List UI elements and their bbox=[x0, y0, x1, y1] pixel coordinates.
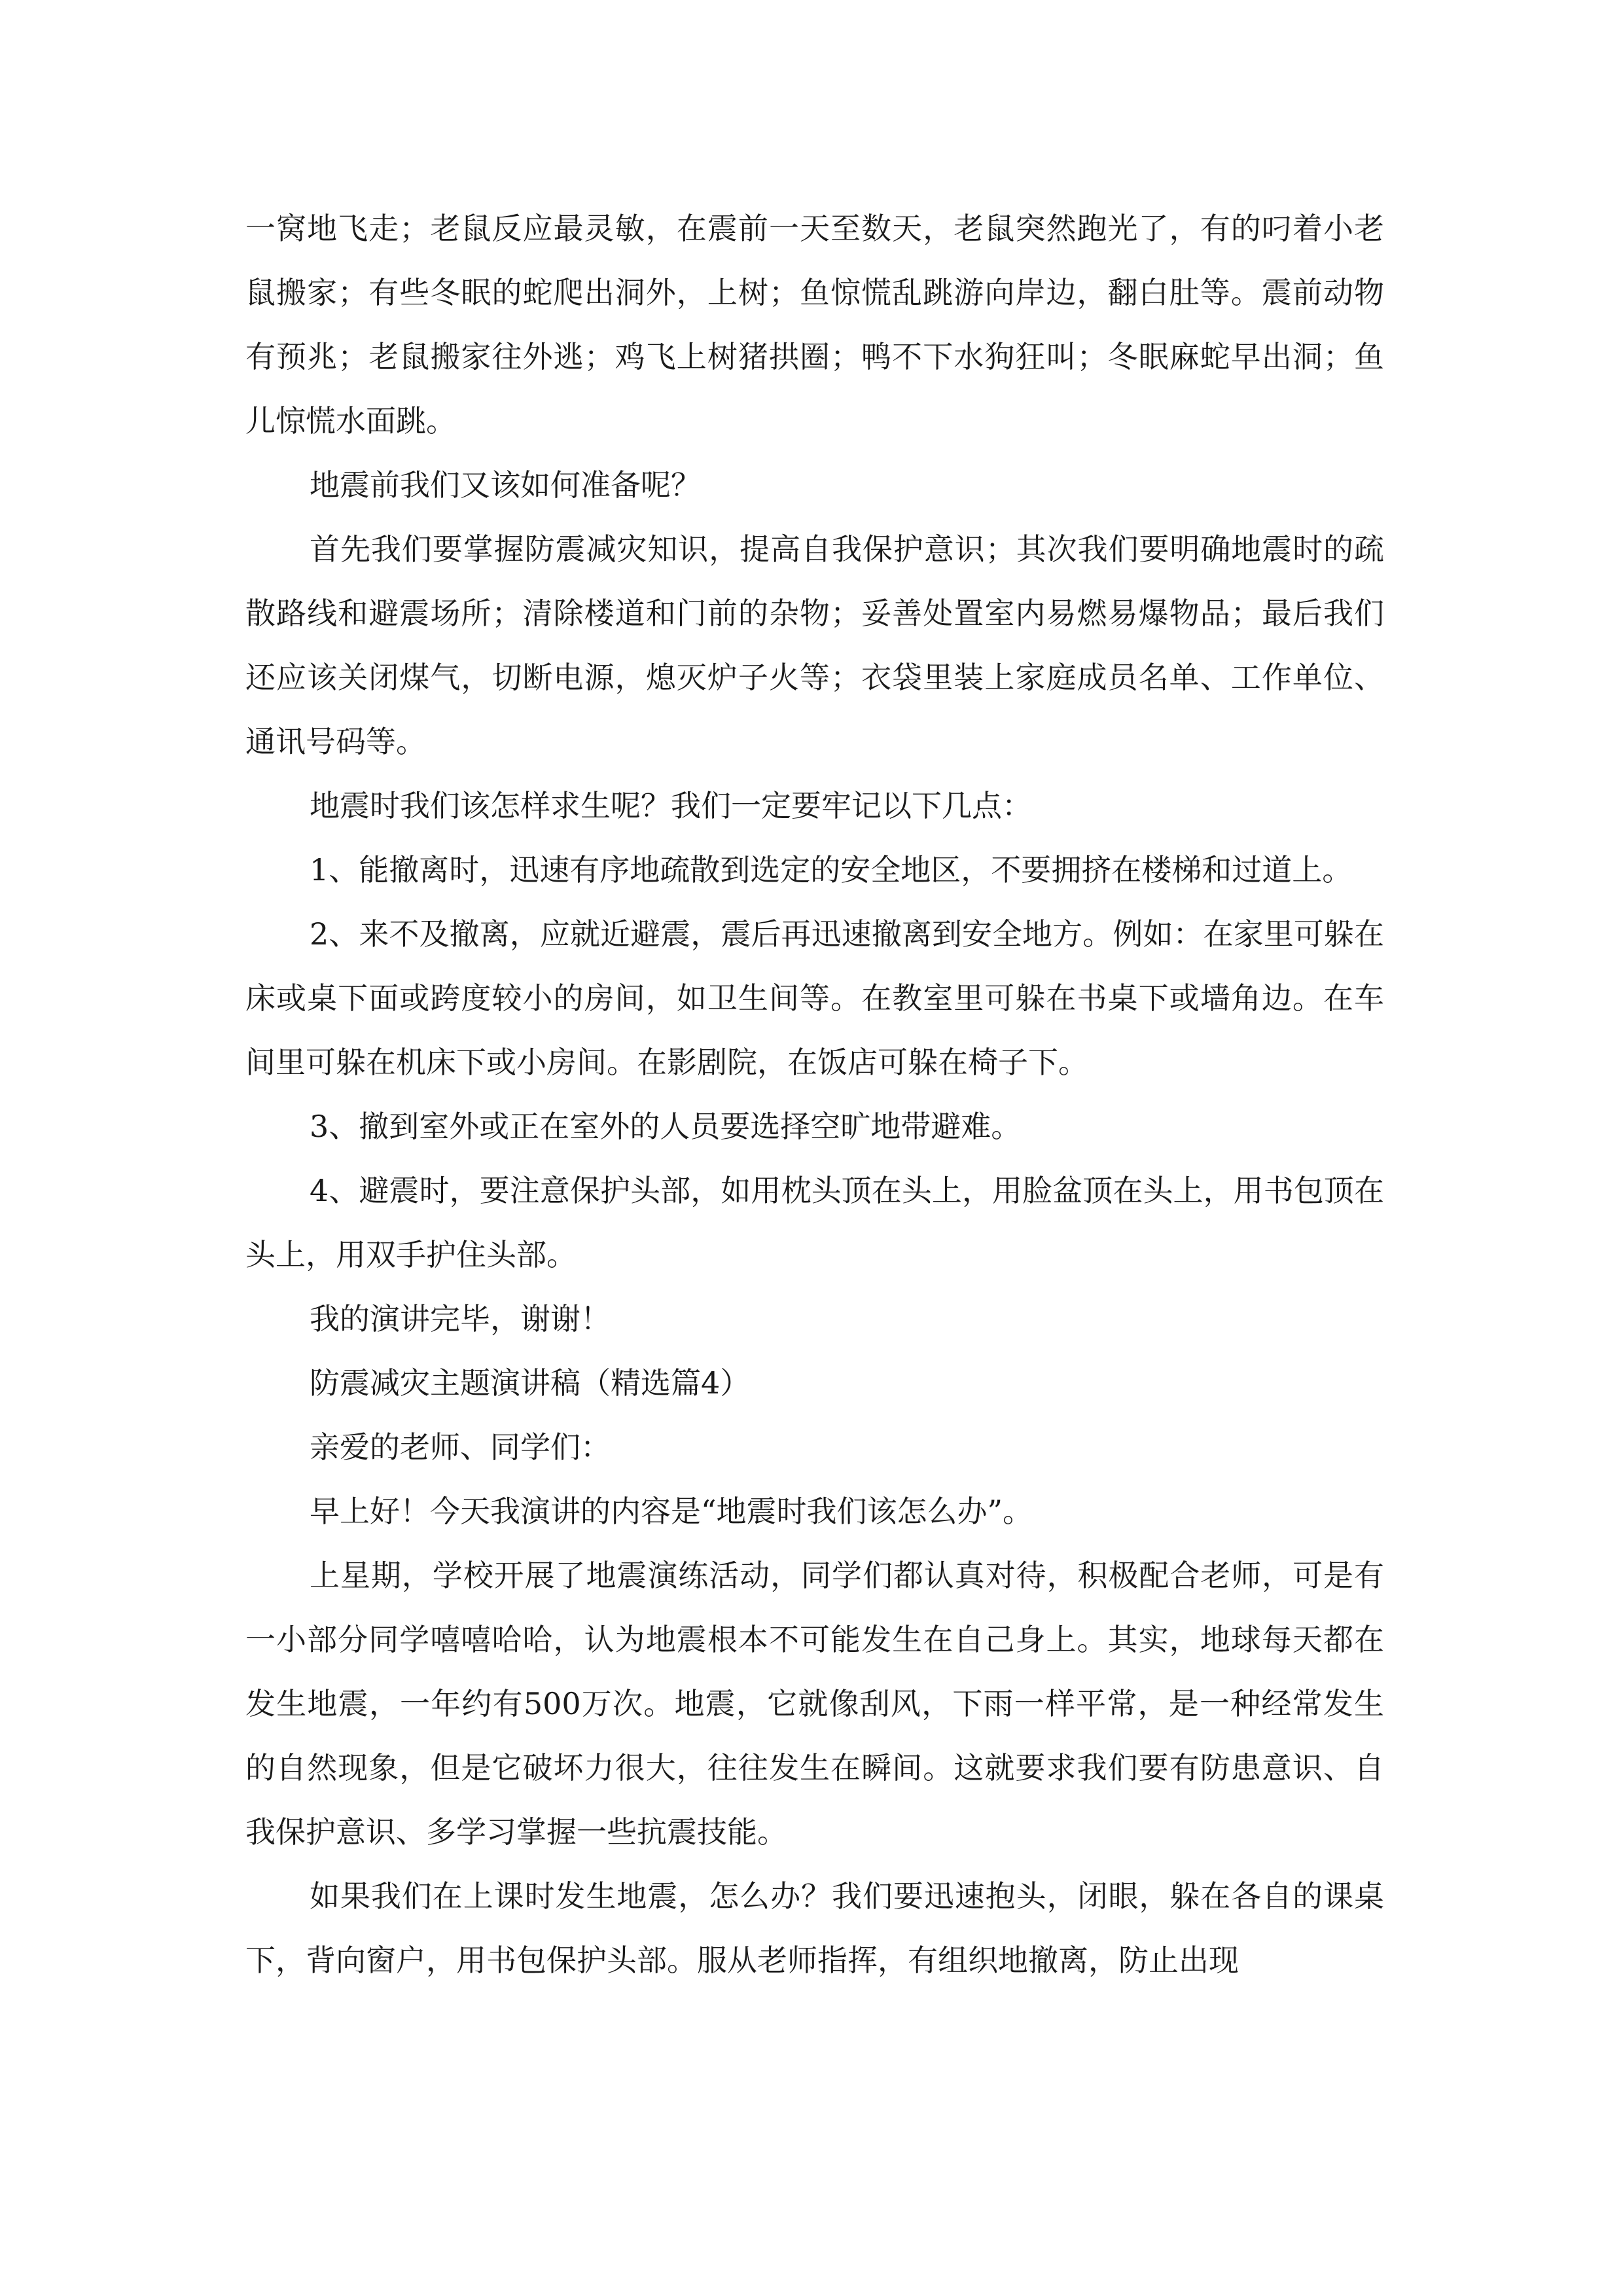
paragraph-13: 上星期，学校开展了地震演练活动，同学们都认真对待，积极配合老师，可是有一小部分同学嘻嘻哈哈，认为地震根本不可能发生在自己身上。其实，地球每天都在发生地震，一年约有500万次。地震，它就像刮风，下雨一样平常，是一种经常发生的自然现象，但是它破坏力很大，往往发生在瞬间。这就要求我们要有防患意识、自我保护意识、多学习掌握一些抗震技能。 bbox=[245, 1558, 1384, 1850]
paragraph-8: 4、避震时，要注意保护头部，如用枕头顶在头上，用脸盆顶在头上，用书包顶在头上，用双手护住头部。 bbox=[245, 1173, 1384, 1272]
paragraph-6: 2、来不及撤离，应就近避震，震后再迅速撤离到安全地方。例如：在家里可躲在床或桌下面或跨度较小的房间，如卫生间等。在教室里可躲在书桌下或墙角边。在车间里可躲在机床下或小房间。在影剧院，在饭店可躲在椅子下。 bbox=[245, 916, 1384, 1080]
section-heading: 防震减灾主题演讲稿（精选篇4） bbox=[310, 1365, 751, 1401]
paragraph-1: 一窝地飞走；老鼠反应最灵敏，在震前一天至数天，老鼠突然跑光了，有的叼着小老鼠搬家；有些冬眠的蛇爬出洞外，上树；鱼惊慌乱跳游向岸边，翻白肚等。震前动物有预兆；老鼠搬家往外逃；鸡飞上树猪拱圈；鸭不下水狗狂叫；冬眠麻蛇早出洞；鱼儿惊慌水面跳。 bbox=[245, 211, 1384, 439]
paragraph-4: 地震时我们该怎样求生呢？我们一定要牢记以下几点： bbox=[310, 788, 1032, 823]
paragraph-2: 地震前我们又该如何准备呢？ bbox=[310, 467, 701, 503]
paragraph-5: 1、能撤离时，迅速有序地疏散到选定的安全地区，不要拥挤在楼梯和过道上。 bbox=[310, 852, 1353, 888]
paragraph-7: 3、撤到室外或正在室外的人员要选择空旷地带避难。 bbox=[310, 1109, 1022, 1144]
document-page bbox=[245, 196, 1384, 1992]
paragraph-12: 早上好！今天我演讲的内容是“地震时我们该怎么办”。 bbox=[310, 1494, 1033, 1529]
paragraph-3: 首先我们要掌握防震减灾知识，提高自我保护意识；其次我们要明确地震时的疏散路线和避震场所；清除楼道和门前的杂物；妥善处置室内易燃易爆物品；最后我们还应该关闭煤气，切断电源，熄灭炉子火等；衣袋里装上家庭成员名单、工作单位、通讯号码等。 bbox=[245, 531, 1384, 759]
paragraph-14: 如果我们在上课时发生地震，怎么办？我们要迅速抱头，闭眼，躲在各自的课桌下，背向窗户，用书包保护头部。服从老师指挥，有组织地撤离，防止出现 bbox=[245, 1878, 1384, 1978]
salutation: 亲爱的老师、同学们： bbox=[310, 1429, 611, 1465]
paragraph-9: 我的演讲完毕，谢谢！ bbox=[310, 1301, 611, 1336]
